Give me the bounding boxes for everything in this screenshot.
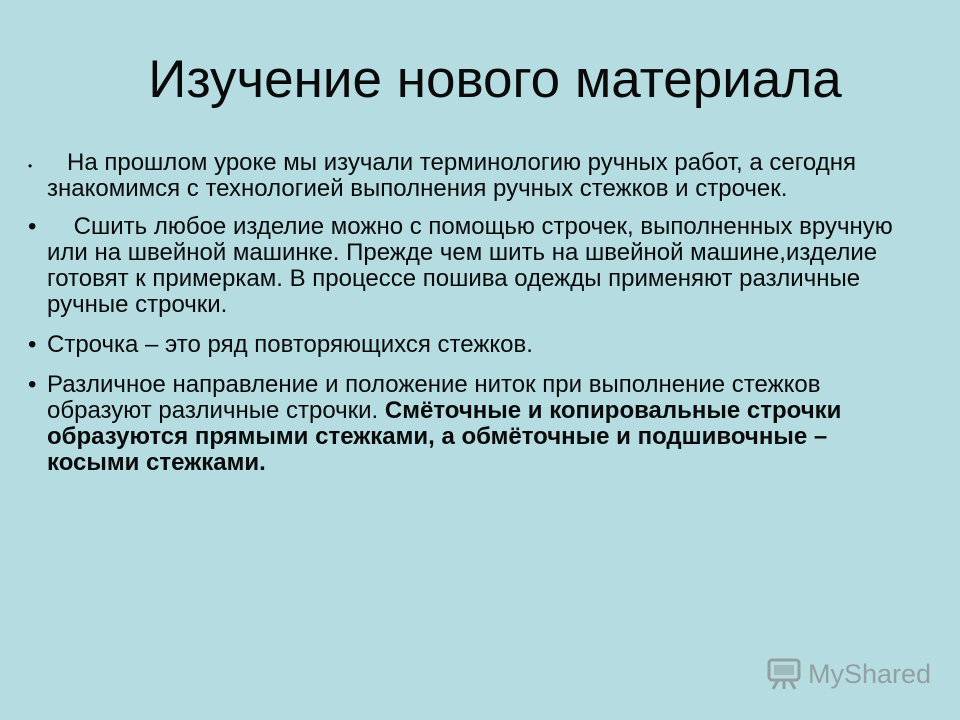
bullet-item — [28, 150, 908, 202]
bullet-dot: • — [28, 159, 33, 173]
bullet-text: Строчка – это ряд повторяющихся стежков. — [47, 331, 533, 358]
bullet-list — [28, 150, 908, 490]
presentation-board-icon — [766, 657, 802, 691]
watermark-logo — [766, 657, 931, 691]
watermark-text: MyShared — [808, 659, 932, 689]
bullet-item — [28, 332, 908, 358]
slide-title: Изучение нового материала — [148, 50, 842, 109]
bullet-dot: • — [28, 331, 37, 358]
bullet-text: Различное направление и положение ниток при выполнение стежков образуют различные строчки. Смёточные и копировальные строчки образуются прямыми стежками, а обмёточные и подшивочные – косыми стежками. — [47, 371, 842, 476]
bullet-item — [28, 372, 908, 476]
bullet-item — [28, 214, 908, 318]
bullet-bold-text: Смёточные и копировальные строчки образуются прямыми стежками, а обмёточные и подшивочные – косыми стежками. — [47, 397, 842, 476]
bullet-dot: • — [28, 213, 37, 240]
bullet-text: Сшить любое изделие можно с помощью строчек, выполненных вручную или на швейной машинке. Прежде чем шить на швейной машине,изделие готовят к примеркам. В процессе пошива одежды применяют различные ручные строчки. — [47, 213, 893, 318]
bullet-dot: • — [28, 371, 37, 398]
bullet-text: На прошлом уроке мы изучали терминологию ручных работ, а сегодня знакомимся с технологией выполнения ручных стежков и строчек. — [47, 149, 856, 202]
